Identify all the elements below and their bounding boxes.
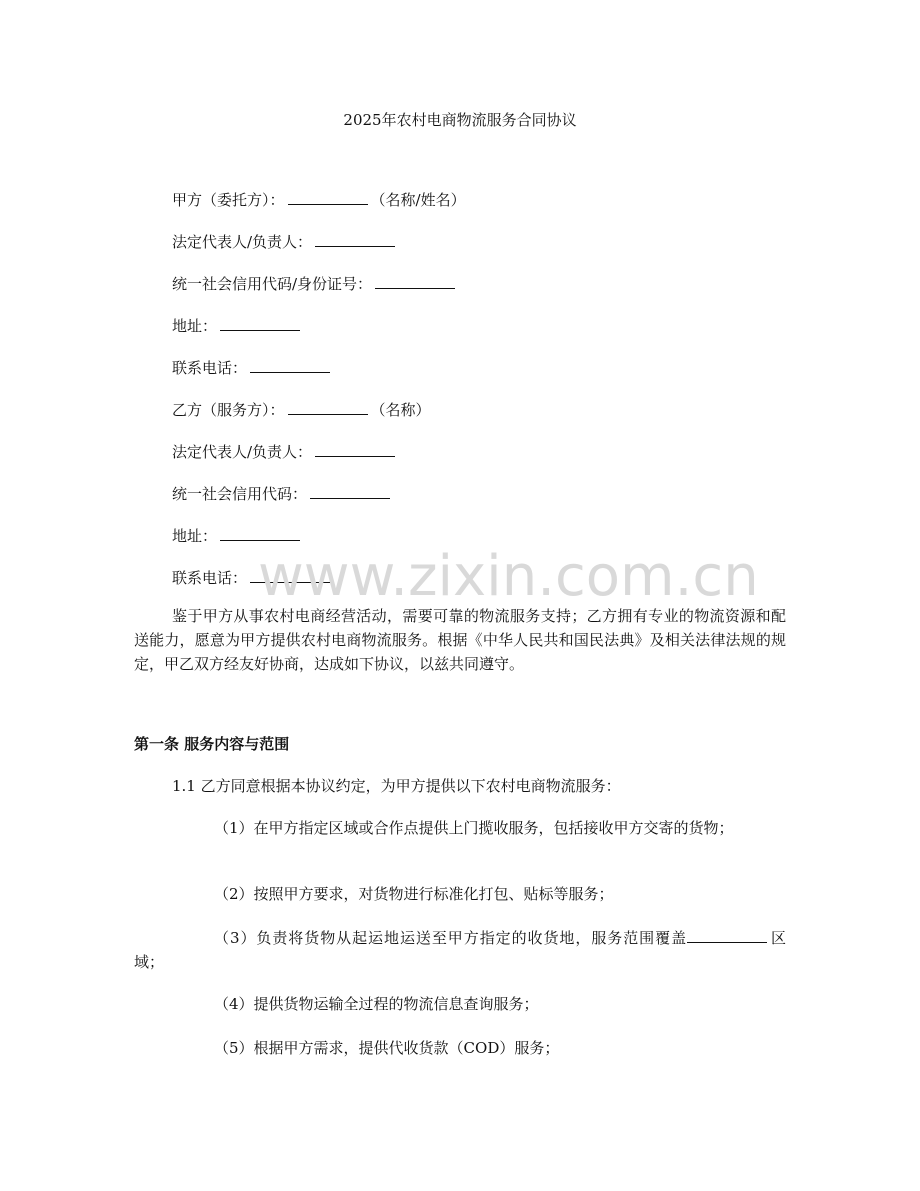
page-title: 2025年农村电商物流服务合同协议: [343, 111, 577, 129]
party-b-code-line: [172, 482, 393, 506]
party-a-code-blank[interactable]: [375, 272, 455, 289]
service-area-blank[interactable]: [687, 926, 767, 943]
preamble-paragraph: 鉴于甲方从事农村电商经营活动，需要可靠的物流服务支持；乙方拥有专业的物流资源和配送能力，愿意为甲方提供农村电商物流服务。根据《中华人民共和国民法典》及相关法律法规的规定，甲乙双方经友好协商，达成如下协议，以兹共同遵守。: [134, 607, 786, 673]
list-item: （1）在甲方指定区域或合作点提供上门揽收服务，包括接收甲方交寄的货物；: [214, 819, 734, 837]
party-a-code-line: [172, 272, 458, 296]
party-a-rep-blank[interactable]: [315, 230, 395, 247]
clause-1-1: 1.1 乙方同意根据本协议约定，为甲方提供以下农村电商物流服务：: [172, 777, 621, 795]
party-b-phone-blank[interactable]: [250, 566, 330, 583]
party-b-rep-label: 法定代表人/负责人：: [172, 443, 313, 461]
article-1-heading: 第一条 服务内容与范围: [134, 735, 290, 753]
party-b-name-suffix: （名称）: [370, 401, 431, 419]
party-a-phone-line: [172, 356, 333, 380]
list-item: （2）按照甲方要求，对货物进行标准化打包、贴标等服务；: [214, 885, 614, 903]
party-b-phone-line: [172, 566, 333, 590]
party-b-name-blank[interactable]: [288, 398, 368, 415]
watermark: www.zixin.com.cn: [258, 544, 759, 609]
party-a-rep-line: [172, 230, 398, 254]
list-item: （5）根据甲方需求，提供代收货款（COD）服务；: [214, 1039, 560, 1057]
list-item-3: [134, 926, 786, 974]
party-a-address-label: 地址：: [172, 317, 218, 335]
party-a-name-line: [172, 188, 466, 212]
list-item: （4）提供货物运输全过程的物流信息查询服务；: [214, 995, 539, 1013]
party-b-name-label: 乙方（服务方）：: [172, 401, 285, 419]
party-a-name-label: 甲方（委托方）：: [172, 191, 285, 209]
list-item-3-suffix: 区域；: [134, 929, 786, 971]
party-b-address-blank[interactable]: [220, 524, 300, 541]
party-a-address-line: [172, 314, 303, 338]
party-a-code-label: 统一社会信用代码/身份证号：: [172, 275, 373, 293]
party-b-rep-blank[interactable]: [315, 440, 395, 457]
party-a-name-blank[interactable]: [288, 188, 368, 205]
party-a-rep-label: 法定代表人/负责人：: [172, 233, 313, 251]
party-a-phone-blank[interactable]: [250, 356, 330, 373]
party-a-name-suffix: （名称/姓名）: [370, 191, 466, 209]
party-b-address-line: [172, 524, 303, 548]
party-a-address-blank[interactable]: [220, 314, 300, 331]
list-item-3-text: （3）负责将货物从起运地运送至甲方指定的收货地，服务范围覆盖: [214, 929, 688, 947]
party-b-rep-line: [172, 440, 398, 464]
party-b-name-line: [172, 398, 431, 422]
party-a-phone-label: 联系电话：: [172, 359, 248, 377]
party-b-code-label: 统一社会信用代码：: [172, 485, 308, 503]
party-b-phone-label: 联系电话：: [172, 569, 248, 587]
party-b-address-label: 地址：: [172, 527, 218, 545]
party-b-code-blank[interactable]: [310, 482, 390, 499]
